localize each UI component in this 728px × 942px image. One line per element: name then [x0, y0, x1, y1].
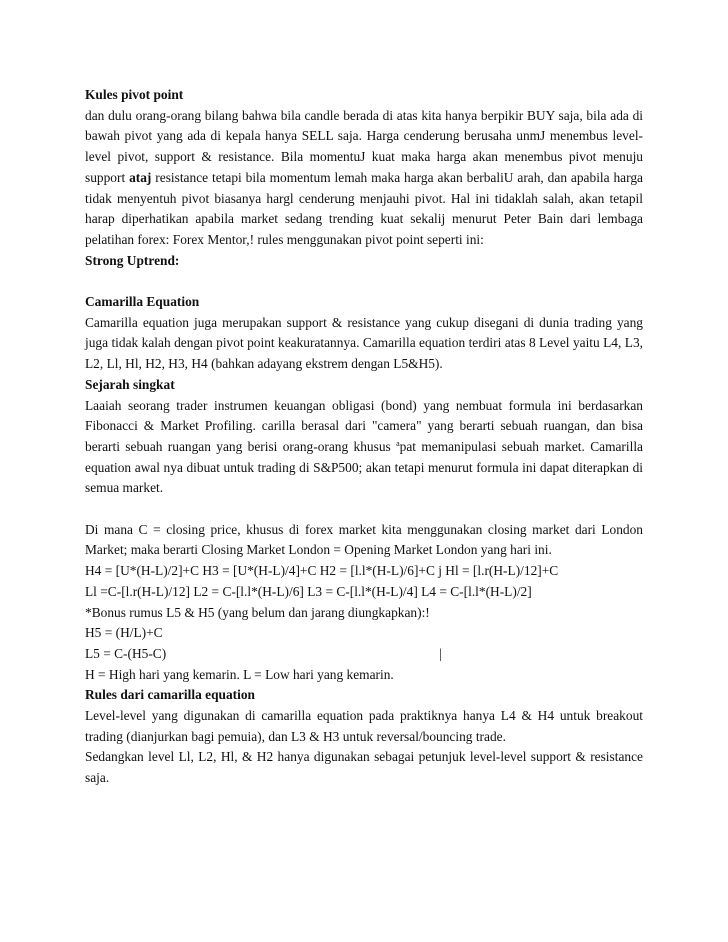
- paragraph-text: dan dulu orang-orang bilang bahwa bila candle berada di atas kita hanya berpikir BUY saja, bila ada di bawah pivot yang ada di kepala hanya SELL saja. Harga cenderung berusaha unmJ menembus level-level pivot, support & resistance. Bila momentuJ kuat maka harga akan menembus pivot menuju support: [85, 107, 643, 185]
- formula-l5-text: L5 = C-(H5-C): [85, 645, 167, 661]
- paragraph-rules-2: Sedangkan level Ll, L2, Hl, & H2 hanya digunakan sebagai petunjuk level-level support & resistance saja.: [85, 749, 643, 786]
- bonus-note: *Bonus rumus L5 & H5 (yang belum dan jarang diungkapkan):!: [85, 604, 430, 620]
- heading-strong-uptrend: Strong Uptrend:: [85, 252, 180, 268]
- bold-word: ataj: [129, 169, 152, 185]
- heading-rules-camarilla: Rules dari camarilla equation: [85, 687, 255, 703]
- blank-line: [85, 271, 643, 292]
- paragraph-kules-pivot: [85, 106, 643, 251]
- paragraph-text: pat memanipulasi sebuah market. Camarilla equation awal nya dibuat untuk trading di S&P500; akan tetapi menurut formula ini dapat diterapkan di semua market.: [85, 438, 643, 496]
- heading-kules-pivot-point: Kules pivot point: [85, 87, 184, 102]
- formula-l-levels: Ll =C-[l.r(H-L)/12] L2 = C-[l.l*(H-L)/6] L3 = C-[l.l*(H-L)/4] L4 = C-[l.l*(H-L)/2]: [85, 583, 532, 599]
- heading-camarilla-equation: Camarilla Equation: [85, 294, 200, 310]
- formula-l5: [85, 644, 643, 665]
- paragraph-closing-price: Di mana C = closing price, khusus di forex market kita menggunakan closing market dari London Market; maka berarti Closing Market London = Opening Market London yang hari ini.: [85, 521, 643, 558]
- paragraph-text: resistance tetapi bila momentum lemah maka harga akan berbaliU arah, dan apabila harga tidak menyentuh pivot biasanya hargl cenderung menjauhi pivot. Hal ini tidaklah salah, akan tetapil harap diperhatikan apabila market sedang trending kuat sekalij menurut Peter Bain dari lembaga pelatihan forex: Forex Mentor,! rules menggunakan pivot point seperti ini:: [85, 169, 643, 247]
- formula-h-levels: H4 = [U*(H-L)/2]+C H3 = [U*(H-L)/4]+C H2 = [l.l*(H-L)/6]+C j Hl = [l.r(H-L)/12]+C: [85, 563, 559, 579]
- high-low-definition: H = High hari yang kemarin. L = Low hari yang kemarin.: [85, 666, 394, 682]
- heading-sejarah-singkat: Sejarah singkat: [85, 376, 175, 392]
- paragraph-rules-1: Level-level yang digunakan di camarilla equation pada praktiknya hanya L4 & H4 untuk breakout trading (dianjurkan bagi pemuia), dan L3 & H3 untuk reversal/bouncing trade.: [85, 708, 643, 744]
- paragraph-camarilla: Camarilla equation juga merupakan support & resistance yang cukup disegani di dunia trading yang juga tidak kalah dengan pivot point keakuratannya. Camarilla equation terdiri atas 8 Level yaitu L4, L3, L2, Ll, Hl, H2, H3, H4 (bahkan adayang ekstrem dengan L5&H5).: [85, 314, 643, 372]
- formula-h5: H5 = (H/L)+C: [85, 625, 163, 641]
- superscript-mark: a: [396, 438, 400, 448]
- document-page: [85, 85, 643, 789]
- paragraph-text: Laaiah seorang trader instrumen keuangan obligasi (bond) yang nembuat formula ini berdasarkan Fibonacci & Market Profiling. carilla berasal dari "camera" yang berarti sebuah ruangan, dan bisa berarti sebuah ruangan yang berisi orang-orang khusus: [85, 397, 643, 454]
- stray-mark: |: [439, 645, 442, 661]
- paragraph-sejarah: [85, 396, 643, 500]
- blank-line: [85, 499, 643, 520]
